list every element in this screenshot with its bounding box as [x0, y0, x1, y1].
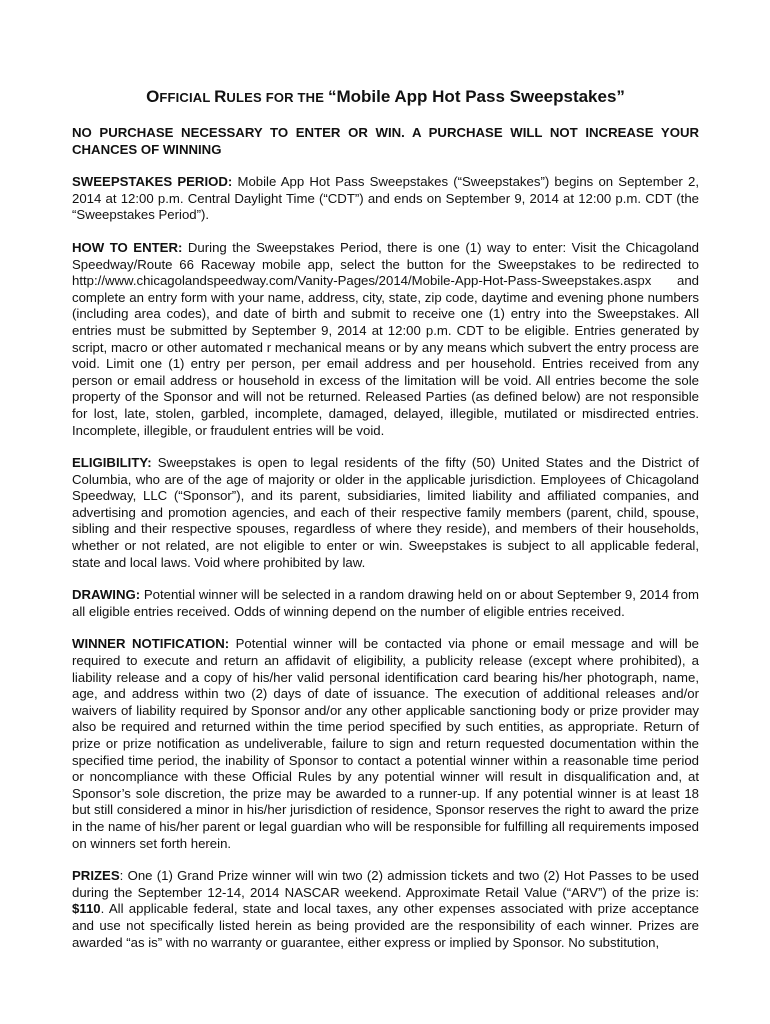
section-prizes	[72, 868, 699, 951]
section-how-to-enter	[72, 240, 699, 439]
section-text: Mobile App Hot Pass Sweepstakes (“Sweepstakes”) begins on September 2, 2014 at 12:00 p.m. Central Daylight Time (“CDT”) and ends on September 9, 2014 at 12:00 p.m. CDT (the “Sweepstakes Period”).	[72, 174, 699, 223]
section-label: WINNER NOTIFICATION:	[72, 636, 230, 652]
title-sweepstakes-name: “Mobile App Hot Pass Sweepstakes”	[327, 87, 625, 106]
section-winner-notification	[72, 636, 699, 852]
rules-document	[72, 86, 699, 967]
section-drawing	[72, 587, 699, 620]
section-label: ELIGIBILITY:	[72, 455, 152, 471]
title-rules-for-the: ULES FOR THE	[226, 90, 328, 105]
section-eligibility	[72, 455, 699, 571]
prize-arv-value: $110	[72, 901, 101, 917]
title-official: FFICIAL	[159, 90, 215, 105]
section-label: PRIZES	[72, 868, 120, 884]
section-text: . All applicable federal, state and local taxes, any other expenses associated with prize acceptance and use not specifically listed herein as being provided are the responsibility of each winner. Prizes are awarded “as is” with no warranty or guarantee, either express or implied by Sponsor. No substitution,	[72, 901, 699, 950]
section-text: Potential winner will be contacted via phone or email message and will be required to execute and return an affidavit of eligibility, a publicity release (except where prohibited), a liability release and a copy of his/her valid personal identification card bearing his/her photograph, name, age, and address within two (2) days of date of issuance. The execution of additional releases and/or waivers of liability required by Sponsor and/or any other applicable sanctioning body or prize provider may also be required and returned within the time period specified by such entities, as appropriate. Return of prize or prize notification as undeliverable, failure to sign and return requested documentation within the specified time period, the inability of Sponsor to contact a potential winner within a reasonable time period or noncompliance with these Official Rules by any potential winner will result in disqualification and, at Sponsor’s sole discretion, the prize may be awarded to a runner-up. If any potential winner is at least 18 but still considered a minor in his/her jurisdiction of residence, Sponsor reserves the right to award the prize in the name of his/her parent or legal guardian who will be responsible for fulfilling all requirements imposed on winners set forth herein.	[72, 636, 699, 851]
title-cap-o: O	[146, 87, 160, 106]
section-label: DRAWING:	[72, 587, 141, 603]
section-sweepstakes-period	[72, 174, 699, 224]
section-label: HOW TO ENTER:	[72, 239, 183, 255]
title-cap-r: R	[214, 87, 227, 106]
section-text: Sweepstakes is open to legal residents of the fifty (50) United States and the District of Columbia, who are of the age of majority or older in the applicable jurisdiction. Employees of Chicagoland Speedway, LLC (“Sponsor”), and its parent, subsidiaries, limited liability and affiliated companies, and advertising and promotion agencies, and each of their respective family members (parent, child, spouse, sibling and their respective spouses, regardless of where they reside), and members of their households, whether or not related, are not eligible to enter or win. Sweepstakes is subject to all applicable federal, state and local laws. Void where prohibited by law.	[72, 455, 699, 570]
section-text: : One (1) Grand Prize winner will win two (2) admission tickets and two (2) Hot Passes to be used during the September 12-14, 2014 NASCAR weekend. Approximate Retail Value (“ARV”) of the prize is:	[72, 868, 699, 900]
document-title	[72, 86, 699, 109]
section-label: SWEEPSTAKES PERIOD:	[72, 174, 233, 190]
no-purchase-notice: NO PURCHASE NECESSARY TO ENTER OR WIN. A PURCHASE WILL NOT INCREASE YOUR CHANCES OF WINNING	[72, 125, 699, 157]
section-text: During the Sweepstakes Period, there is one (1) way to enter: Visit the Chicagoland Speedway/Route 66 Raceway mobile app, select the button for the Sweepstakes to be redirected to http://www.chicagolandspeedway.com/Vanity-Pages/2014/Mobile-App-Hot-Pass-Sweepstakes.aspx and complete an entry form with your name, address, city, state, zip code, daytime and evening phone numbers (including area codes), and date of birth and submit to receive one (1) entry into the Sweepstakes. All entries must be submitted by September 9, 2014 at 12:00 p.m. CDT to be eligible. Entries generated by script, macro or other automated r mechanical means or by any means which subvert the entry process are void. Limit one (1) entry per person, per email address and per household. Entries received from any person or email address or household in excess of the limitation will be void. All entries become the sole property of the Sponsor and will not be returned. Released Parties (as defined below) are not responsible for lost, late, stolen, garbled, incomplete, damaged, delayed, illegible, mutilated or misdirected entries. Incomplete, illegible, or fraudulent entries will be void.	[72, 239, 699, 438]
section-text: Potential winner will be selected in a random drawing held on or about September 9, 2014 from all eligible entries received. Odds of winning depend on the number of eligible entries received.	[72, 587, 699, 619]
